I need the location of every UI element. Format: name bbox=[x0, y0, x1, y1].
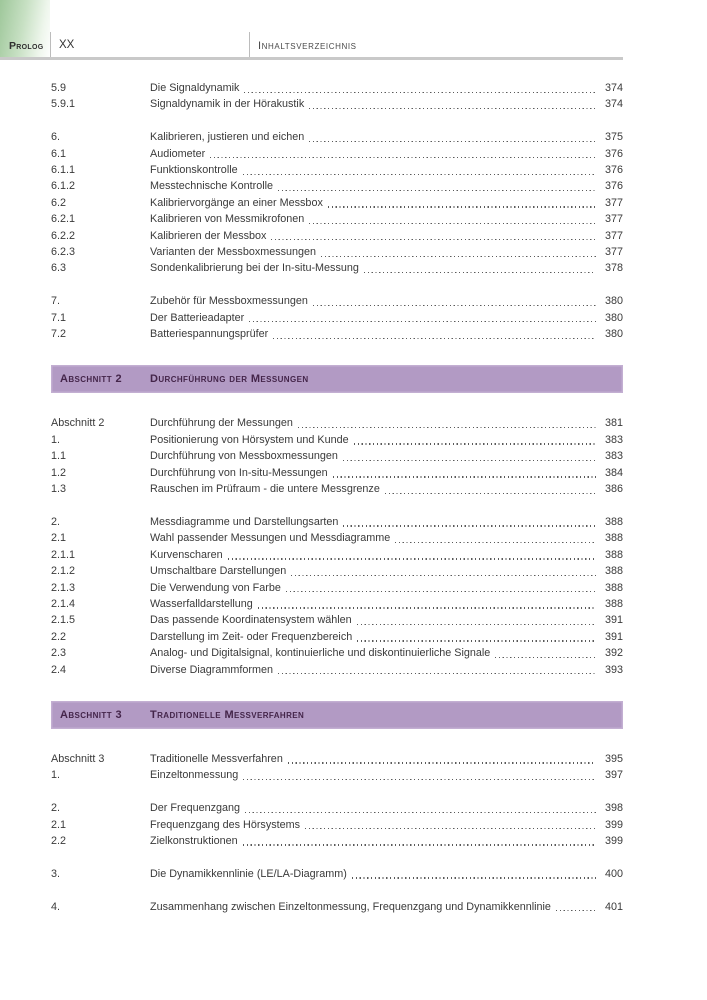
dotted-leader bbox=[343, 460, 596, 461]
toc-entry bbox=[51, 767, 623, 783]
entry-number: 5.9.1 bbox=[51, 98, 76, 111]
dotted-leader bbox=[244, 92, 596, 93]
entry-title: Traditionelle Messverfahren bbox=[150, 752, 283, 765]
entry-number: 6.2 bbox=[51, 196, 67, 209]
entry-title: Durchführung von In-situ-Messungen bbox=[150, 466, 328, 479]
dotted-leader bbox=[273, 338, 596, 339]
dotted-leader bbox=[352, 877, 596, 878]
dotted-leader bbox=[556, 910, 596, 911]
dotted-leader bbox=[309, 108, 596, 109]
toc-entry bbox=[51, 310, 623, 326]
entry-number: 1. bbox=[51, 769, 61, 782]
toc-entry bbox=[51, 415, 623, 431]
entry-page: 386 bbox=[604, 483, 623, 496]
entry-title: Der Batterieadapter bbox=[150, 311, 245, 324]
entry-page: 388 bbox=[604, 565, 623, 578]
entry-page: 380 bbox=[604, 295, 623, 308]
entry-title: Positionierung von Hörsystem und Kunde bbox=[150, 433, 349, 446]
header-rule bbox=[0, 57, 623, 60]
entry-page: 388 bbox=[604, 532, 623, 545]
dotted-leader bbox=[245, 812, 596, 813]
entry-number: Abschnitt 3 bbox=[51, 752, 105, 765]
entry-page: 383 bbox=[604, 450, 623, 463]
dotted-leader bbox=[357, 624, 596, 625]
dotted-leader bbox=[278, 190, 596, 191]
entry-page: 399 bbox=[604, 818, 623, 831]
dotted-leader bbox=[243, 174, 596, 175]
dotted-leader bbox=[321, 256, 596, 257]
entry-number: 2.4 bbox=[51, 663, 67, 676]
entry-number: 6.1 bbox=[51, 147, 67, 160]
toc-entry bbox=[51, 629, 623, 645]
toc-entry bbox=[51, 162, 623, 178]
entry-page: 376 bbox=[604, 164, 623, 177]
entry-page: 380 bbox=[604, 311, 623, 324]
toc-entry bbox=[51, 129, 623, 145]
toc-entry bbox=[51, 899, 623, 915]
dotted-leader bbox=[364, 272, 596, 273]
dotted-leader bbox=[258, 607, 596, 608]
entry-number: 5.9 bbox=[51, 82, 67, 94]
toc-entry bbox=[51, 146, 623, 162]
entry-page: 392 bbox=[604, 647, 623, 660]
entry-title: Kalibrieren von Messmikrofonen bbox=[150, 213, 305, 226]
entry-title: Darstellung im Zeit- oder Frequenzbereich bbox=[150, 630, 353, 643]
toc-entry bbox=[51, 547, 623, 563]
toc-entry bbox=[51, 563, 623, 579]
entry-number: 2.1.2 bbox=[51, 565, 76, 578]
entry-page: 391 bbox=[604, 614, 623, 627]
entry-number: 2.1.1 bbox=[51, 548, 76, 561]
dotted-leader bbox=[298, 427, 596, 428]
entry-number: 2.1 bbox=[51, 532, 67, 545]
entry-title: Die Dynamikkennlinie (LE/LA-Diagramm) bbox=[150, 867, 347, 880]
entry-page: 374 bbox=[604, 98, 623, 111]
entry-title: Wasserfalldarstellung bbox=[150, 597, 253, 610]
dotted-leader bbox=[288, 762, 596, 763]
toc-group bbox=[51, 866, 623, 882]
dotted-leader bbox=[354, 443, 596, 444]
toc-group bbox=[51, 899, 623, 915]
entry-number: 6.2.1 bbox=[51, 213, 76, 226]
entry-title: Messdiagramme und Darstellungsarten bbox=[150, 515, 339, 528]
toc-group bbox=[51, 751, 623, 784]
toc-entry bbox=[51, 596, 623, 612]
entry-title: Die Signaldynamik bbox=[150, 82, 240, 94]
entry-number: 6.1.2 bbox=[51, 180, 76, 193]
entry-page: 393 bbox=[604, 663, 623, 676]
entry-title: Durchführung der Messungen bbox=[150, 417, 293, 430]
entry-title: Das passende Koordinatensystem wählen bbox=[150, 614, 352, 627]
dotted-leader bbox=[305, 828, 596, 829]
toc-entry bbox=[51, 817, 623, 833]
entry-title: Rauschen im Prüfraum - die untere Messgrenze bbox=[150, 483, 380, 496]
dotted-leader bbox=[243, 779, 596, 780]
entry-page: 388 bbox=[604, 581, 623, 594]
entry-number: 1.3 bbox=[51, 483, 67, 496]
prolog-label: Prolog bbox=[9, 40, 44, 52]
entry-title: Einzeltonmessung bbox=[150, 769, 239, 782]
entry-number: 3. bbox=[51, 867, 61, 880]
toc-entry bbox=[51, 228, 623, 244]
header-title: Inhaltsverzeichnis bbox=[258, 39, 357, 52]
toc-entry bbox=[51, 662, 623, 678]
entry-page: 377 bbox=[604, 229, 623, 242]
entry-page: 395 bbox=[604, 752, 623, 765]
entry-number: 2. bbox=[51, 515, 61, 528]
toc-entry bbox=[51, 195, 623, 211]
toc-group bbox=[51, 80, 623, 113]
toc-entry bbox=[51, 211, 623, 227]
toc-group bbox=[51, 129, 623, 277]
dotted-leader bbox=[385, 493, 596, 494]
toc-entry bbox=[51, 260, 623, 276]
entry-number: 2.1.3 bbox=[51, 581, 76, 594]
entry-page: 381 bbox=[604, 417, 623, 430]
entry-page: 388 bbox=[604, 597, 623, 610]
dotted-leader bbox=[309, 141, 596, 142]
toc-entry bbox=[51, 580, 623, 596]
entry-page: 384 bbox=[604, 466, 623, 479]
entry-page: 374 bbox=[604, 82, 623, 94]
toc-group bbox=[51, 415, 623, 497]
entry-number: 1.2 bbox=[51, 466, 67, 479]
entry-number: 7.1 bbox=[51, 311, 67, 324]
entry-page: 376 bbox=[604, 180, 623, 193]
dotted-leader bbox=[271, 239, 596, 240]
toc-entry bbox=[51, 612, 623, 628]
dotted-leader bbox=[495, 657, 596, 658]
entry-number: 2. bbox=[51, 802, 61, 815]
entry-title: Zielkonstruktionen bbox=[150, 834, 238, 847]
entry-title: Umschaltbare Darstellungen bbox=[150, 565, 287, 578]
entry-page: 378 bbox=[604, 262, 623, 275]
entry-number: 2.3 bbox=[51, 647, 67, 660]
dotted-leader bbox=[309, 223, 596, 224]
entry-number: 4. bbox=[51, 900, 61, 913]
entry-title: Kalibriervorgänge an einer Messbox bbox=[150, 196, 323, 209]
dotted-leader bbox=[278, 673, 596, 674]
toc-entry bbox=[51, 751, 623, 767]
entry-title: Kalibrieren der Messbox bbox=[150, 229, 267, 242]
entry-page: 377 bbox=[604, 213, 623, 226]
dotted-leader bbox=[210, 157, 596, 158]
toc-entry bbox=[51, 481, 623, 497]
entry-page: 399 bbox=[604, 834, 623, 847]
toc-entry bbox=[51, 244, 623, 260]
entry-title: Funktionskontrolle bbox=[150, 164, 238, 177]
toc-entry bbox=[51, 96, 623, 112]
entry-page: 383 bbox=[604, 433, 623, 446]
entry-title: Der Frequenzgang bbox=[150, 802, 241, 815]
entry-page: 388 bbox=[604, 515, 623, 528]
section-banner bbox=[51, 365, 623, 393]
toc bbox=[51, 80, 623, 931]
banner-number: Abschnitt 2 bbox=[60, 373, 122, 386]
entry-number: 6.1.1 bbox=[51, 164, 76, 177]
entry-number: 2.1.5 bbox=[51, 614, 76, 627]
toc-entry bbox=[51, 514, 623, 530]
toc-entry bbox=[51, 293, 623, 309]
dotted-leader bbox=[291, 575, 596, 576]
toc-entry bbox=[51, 432, 623, 448]
entry-page: 375 bbox=[604, 131, 623, 144]
entry-title: Durchführung von Messboxmessungen bbox=[150, 450, 338, 463]
entry-number: 6. bbox=[51, 131, 61, 144]
toc-entry bbox=[51, 833, 623, 849]
entry-number: 6.2.2 bbox=[51, 229, 76, 242]
entry-title: Zubehör für Messboxmessungen bbox=[150, 295, 308, 308]
entry-number: 1. bbox=[51, 433, 61, 446]
entry-title: Messtechnische Kontrolle bbox=[150, 180, 274, 193]
entry-title: Audiometer bbox=[150, 147, 206, 160]
dotted-leader bbox=[343, 525, 596, 526]
entry-page: 391 bbox=[604, 630, 623, 643]
entry-page: 377 bbox=[604, 246, 623, 259]
entry-page: 398 bbox=[604, 802, 623, 815]
entry-title: Signaldynamik in der Hörakustik bbox=[150, 98, 305, 111]
entry-title: Batteriespannungsprüfer bbox=[150, 328, 269, 341]
dotted-leader bbox=[243, 844, 596, 845]
entry-title: Frequenzgang des Hörsystems bbox=[150, 818, 301, 831]
entry-title: Kalibrieren, justieren und eichen bbox=[150, 131, 305, 144]
toc-entry bbox=[51, 178, 623, 194]
toc-entry bbox=[51, 465, 623, 481]
toc-entry bbox=[51, 866, 623, 882]
dotted-leader bbox=[249, 321, 596, 322]
toc-group bbox=[51, 293, 623, 342]
banner-number: Abschnitt 3 bbox=[60, 708, 122, 721]
entry-title: Die Verwendung von Farbe bbox=[150, 581, 281, 594]
entry-page: 388 bbox=[604, 548, 623, 561]
section-banner bbox=[51, 701, 623, 729]
toc-entry bbox=[51, 326, 623, 342]
entry-title: Sondenkalibrierung bei der In-situ-Messung bbox=[150, 262, 359, 275]
dotted-leader bbox=[286, 591, 596, 592]
toc-entry bbox=[51, 530, 623, 546]
page-number: XX bbox=[59, 38, 75, 51]
entry-number: 1.1 bbox=[51, 450, 67, 463]
dotted-leader bbox=[357, 640, 596, 641]
header-divider-1 bbox=[50, 32, 51, 57]
banner-title: Traditionelle Messverfahren bbox=[150, 708, 305, 721]
entry-number: 7.2 bbox=[51, 328, 67, 341]
dotted-leader bbox=[228, 558, 596, 559]
entry-title: Analog- und Digitalsignal, kontinuierliche und diskontinuierliche Signale bbox=[150, 647, 491, 660]
dotted-leader bbox=[395, 542, 596, 543]
entry-number: 2.1.4 bbox=[51, 597, 76, 610]
entry-title: Wahl passender Messungen und Messdiagramme bbox=[150, 532, 391, 545]
toc-entry bbox=[51, 800, 623, 816]
entry-number: 6.2.3 bbox=[51, 246, 76, 259]
toc-group bbox=[51, 514, 623, 678]
entry-number: Abschnitt 2 bbox=[51, 417, 105, 430]
entry-title: Diverse Diagrammformen bbox=[150, 663, 273, 676]
entry-page: 376 bbox=[604, 147, 623, 160]
dotted-leader bbox=[313, 305, 596, 306]
toc-entry bbox=[51, 645, 623, 661]
entry-page: 400 bbox=[604, 867, 623, 880]
entry-title: Kurvenscharen bbox=[150, 548, 223, 561]
entry-number: 7. bbox=[51, 295, 61, 308]
banner-title: Durchführung der Messungen bbox=[150, 373, 309, 386]
entry-title: Zusammenhang zwischen Einzeltonmessung, Frequenzgang und Dynamikkennlinie bbox=[150, 900, 551, 913]
dotted-leader bbox=[328, 206, 596, 207]
entry-page: 401 bbox=[604, 900, 623, 913]
entry-page: 397 bbox=[604, 769, 623, 782]
dotted-leader bbox=[333, 476, 596, 477]
entry-number: 2.2 bbox=[51, 834, 67, 847]
entry-page: 380 bbox=[604, 328, 623, 341]
toc-entry bbox=[51, 448, 623, 464]
toc-group bbox=[51, 800, 623, 849]
entry-title: Varianten der Messboxmessungen bbox=[150, 246, 317, 259]
entry-number: 6.3 bbox=[51, 262, 67, 275]
entry-number: 2.2 bbox=[51, 630, 67, 643]
toc-entry bbox=[51, 80, 623, 96]
entry-number: 2.1 bbox=[51, 818, 67, 831]
header-divider-2 bbox=[249, 32, 250, 57]
entry-page: 377 bbox=[604, 196, 623, 209]
